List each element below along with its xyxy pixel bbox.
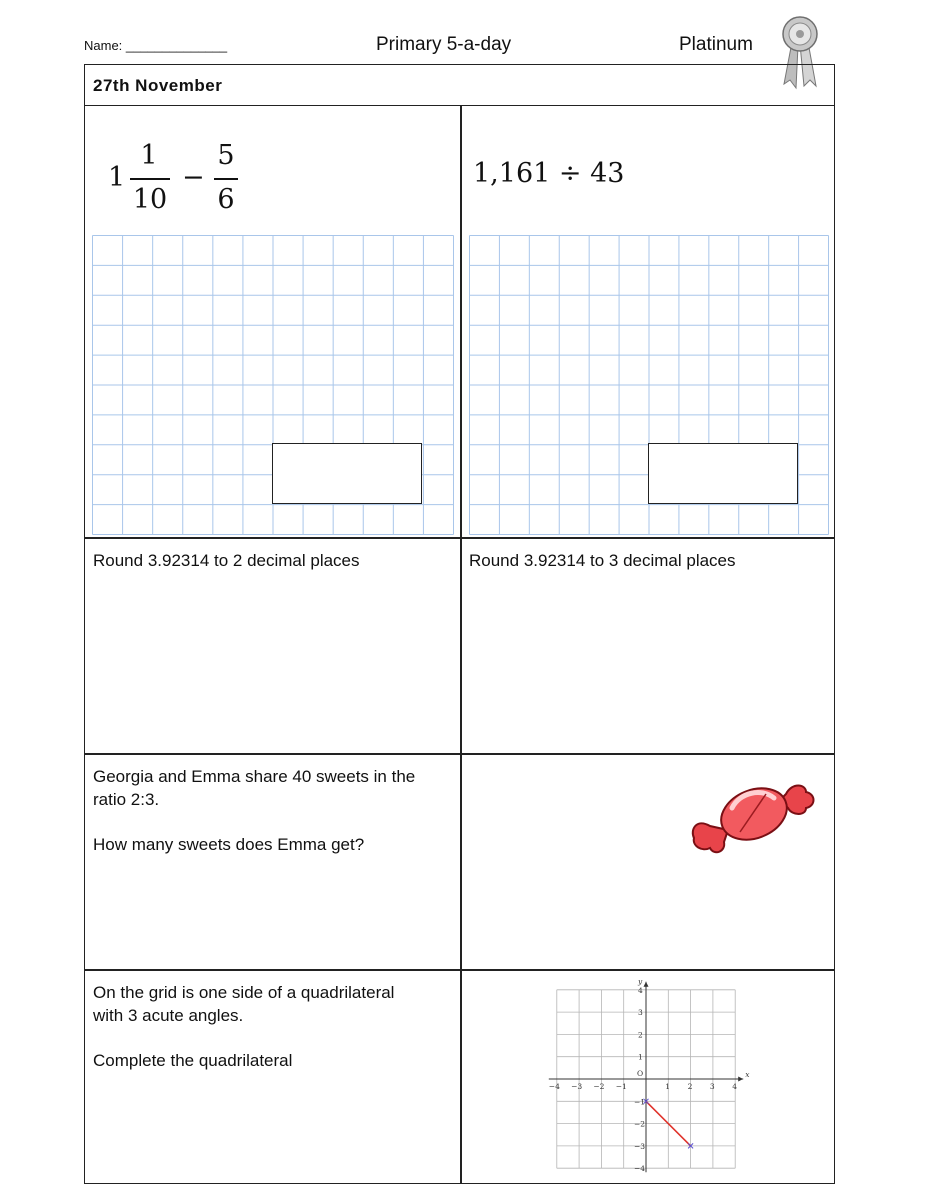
answer-box[interactable] [272,443,422,504]
y-tick-label: −2 [634,1119,646,1129]
level-label: Platinum [679,34,753,55]
x-tick-label: 2 [687,1082,693,1091]
x-tick-label: −1 [615,1082,627,1091]
question-6-text-line3: Complete the quadrilateral [93,1051,293,1070]
y-tick-label: −3 [634,1141,646,1151]
x-tick-label: −4 [548,1082,560,1091]
question-3-text: Round 3.92314 to 2 decimal places [93,551,360,570]
x-tick-label: −2 [593,1082,605,1091]
minus-sign: − [182,162,205,193]
y-tick-label: 3 [638,1008,643,1018]
candy-icon [688,768,818,858]
question-5-text-line1: Georgia and Emma share 40 sweets in the [93,767,416,786]
x-axis-arrow [738,1077,743,1082]
question-2-division-expression: 1,161 ÷ 43 [473,158,625,189]
y-tick-label: 1 [638,1052,643,1062]
x-tick-label: 4 [732,1082,737,1091]
x-axis-label: x [745,1070,750,1079]
y-tick-label: −4 [634,1164,646,1174]
x-tick-label: −3 [571,1082,583,1091]
y-axis-label: y [638,976,643,986]
y-tick-label: 2 [638,1030,643,1040]
name-field-label: Name: ______________ [84,38,228,53]
question-1-fraction-expression [108,140,248,220]
fraction-bar [130,178,170,180]
x-tick-label: 1 [665,1082,671,1091]
y-axis-arrow [644,982,649,987]
fraction-2-denominator: 6 [217,184,235,215]
y-tick-label: −1 [634,1097,646,1107]
y-tick-label: 4 [638,985,643,995]
column-divider [460,106,462,1184]
question-6-text-line2: with 3 acute angles. [93,1006,244,1025]
fraction-2-numerator: 5 [217,140,235,171]
answer-box[interactable] [648,443,798,504]
fraction-1-numerator: 1 [140,140,158,171]
fraction-bar [214,178,238,180]
fraction-1-denominator: 10 [132,184,168,215]
coordinate-grid[interactable] [548,975,758,1180]
worksheet-title: Primary 5-a-day [376,34,512,55]
x-tick-label: 3 [709,1082,715,1091]
origin-label: O [637,1069,644,1078]
worksheet-date: 27th November [93,76,223,95]
question-5-text-line3: How many sweets does Emma get? [93,835,365,854]
mixed-number-whole: 1 [108,162,126,193]
question-4-text: Round 3.92314 to 3 decimal places [469,551,736,570]
question-6-text-line1: On the grid is one side of a quadrilateral [93,983,395,1002]
question-5-text-line2: ratio 2:3. [93,790,160,809]
